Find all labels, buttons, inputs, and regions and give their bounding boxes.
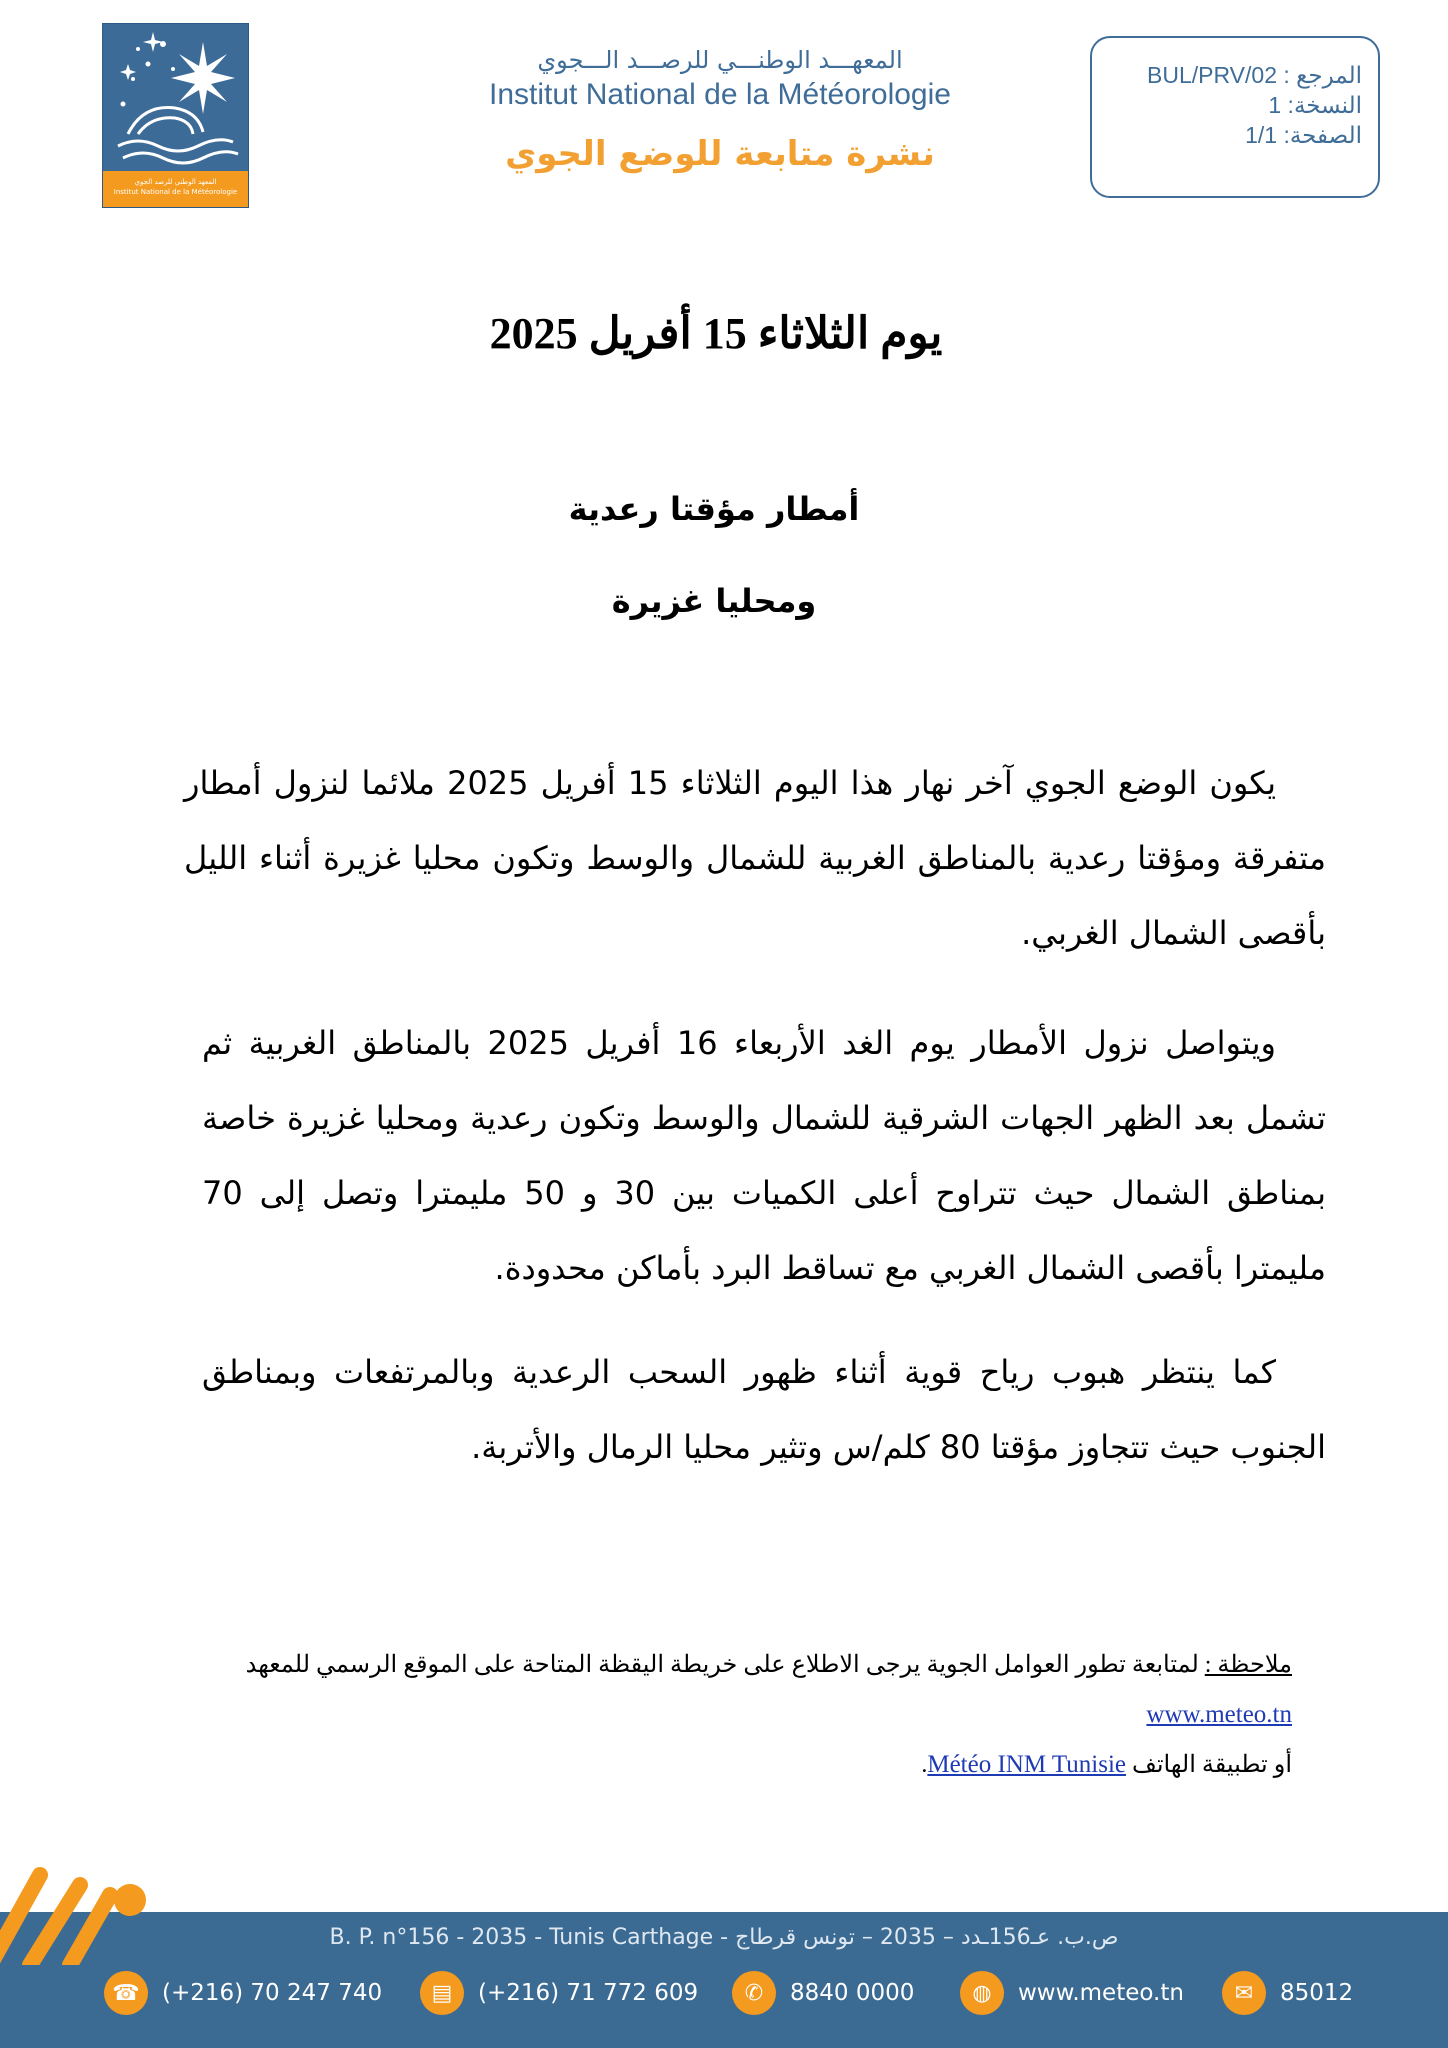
- contact-call-center: [732, 1970, 914, 2016]
- contact-sms-text: 85012: [1280, 1980, 1354, 2006]
- headline-line-2: ومحليا غزيرة: [611, 582, 817, 620]
- contact-phone-text: (+216) 70 247 740: [162, 1980, 383, 2006]
- footer-address: B. P. n°156 - 2035 - Tunis Carthage - ص.ب. عـ156ـدد – 2035 – تونس قرطاج: [329, 1925, 1119, 1950]
- logo-band-fr: Institut National de la Météorologie: [113, 188, 238, 196]
- sms-icon: ✉: [1222, 1971, 1266, 2015]
- note-text-1: لمتابعة تطور العوامل الجوية يرجى الاطلاع على خريطة اليقظة المتاحة على الموقع الرسمي للمعهد: [245, 1652, 1199, 1678]
- note-label: ملاحظة :: [1204, 1652, 1292, 1678]
- paragraph-3: [202, 1335, 1326, 1485]
- contact-website: [960, 1970, 1184, 2016]
- paragraph-2-text: ويتواصل نزول الأمطار يوم الغد الأربعاء 16 أفريل 2025 بالمناطق الغربية ثم تشمل بعد الظهر الجهات الشرقية للشمال والوسط وتكون رعدية ومحليا غزيرة خاصة بمناطق الشمال حيث تتراوح أعلى الكميات بين 30 و 50 مليمترا وتصل إلى 70 مليمترا بأقصى الشمال الغربي مع تساقط البرد بأماكن محدودة.: [202, 1024, 1326, 1287]
- paragraph-2: [202, 1006, 1326, 1306]
- header: [420, 46, 1020, 174]
- logo-band-ar: المعهد الوطني للرصد الجوي: [134, 178, 217, 186]
- paragraph-1-text: يكون الوضع الجوي آخر نهار هذا اليوم الثلاثاء 15 أفريل 2025 ملائما لنزول أمطار متفرقة ومؤقتا رعدية بالمناطق الغربية للشمال والوسط وتكون محليا غزيرة أثناء الليل بأقصى الشمال الغربي.: [184, 764, 1326, 952]
- contact-call-center-text: 8840 0000: [790, 1980, 915, 2006]
- date-title: يوم الثلاثاء 15 أفريل 2025: [489, 309, 943, 358]
- reference-version: النسخة: 1: [1268, 92, 1362, 118]
- institute-name-fr: Institut National de la Météorologie: [489, 78, 951, 111]
- logo-band: [103, 171, 248, 207]
- app-link[interactable]: Météo INM Tunisie: [927, 1751, 1126, 1778]
- contact-sms: [1222, 1970, 1353, 2016]
- reference-code: المرجع : BUL/PRV/02: [1147, 62, 1362, 88]
- fax-icon: ▤: [420, 1971, 464, 2015]
- inm-logo: [102, 23, 249, 208]
- reference-box: [1090, 36, 1380, 198]
- contact-phone: [104, 1970, 382, 2016]
- reference-page: الصفحة: 1/1: [1245, 122, 1362, 148]
- bulletin-title: نشرة متابعة للوضع الجوي: [505, 134, 935, 174]
- paragraph-1: [184, 746, 1326, 971]
- paragraph-3-text: كما ينتظر هبوب رياح قوية أثناء ظهور السحب الرعدية وبالمرتفعات وبمناطق الجنوب حيث تتجاوز مؤقتا 80 كلم/س وتثير محليا الرمال والأتربة.: [202, 1353, 1326, 1466]
- note: [190, 1640, 1292, 1790]
- globe-icon: ◍: [960, 1971, 1004, 2015]
- contact-fax-text: (+216) 71 772 609: [478, 1980, 699, 2006]
- website-link[interactable]: www.meteo.tn: [1146, 1701, 1292, 1728]
- note-text-2: أو تطبيقة الهاتف: [1132, 1752, 1292, 1778]
- headline-line-1: أمطار مؤقتا رعدية: [568, 490, 860, 528]
- phone-icon: ☎: [104, 1971, 148, 2015]
- note-end: .: [921, 1752, 928, 1778]
- call-center-icon: ✆: [732, 1971, 776, 2015]
- inm-stars-waves-logo-icon: [103, 24, 248, 171]
- contact-fax: [420, 1970, 698, 2016]
- contact-website-text[interactable]: www.meteo.tn: [1018, 1980, 1184, 2006]
- institute-name-ar: المعهـــد الوطنـــي للرصـــد الـــجوي: [537, 46, 903, 74]
